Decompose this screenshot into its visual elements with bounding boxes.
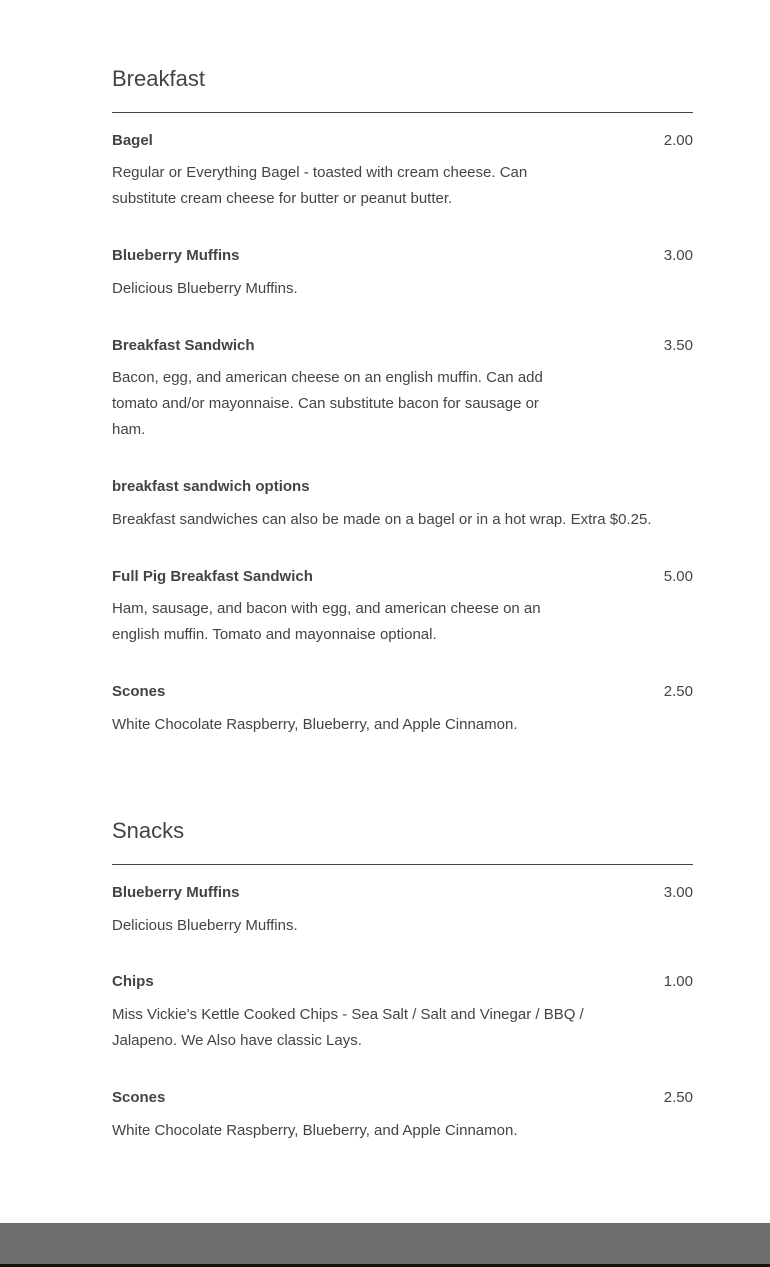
item-price: 3.00 — [663, 884, 693, 901]
section-title-breakfast: Breakfast — [112, 66, 205, 91]
item-description: Bacon, egg, and american cheese on an english muffin. Can add tomato and/or mayonnaise. Can substitute bacon for sausage or ham. — [112, 369, 543, 438]
item-description: Breakfast sandwiches can also be made on a bagel or in a hot wrap. Extra $0.25. — [112, 511, 652, 528]
item-name: Chips — [112, 973, 154, 990]
item-price: 3.00 — [663, 247, 693, 264]
item-description: White Chocolate Raspberry, Blueberry, and Apple Cinnamon. — [112, 1122, 518, 1139]
item-price: 5.00 — [663, 568, 693, 585]
item-description: Delicious Blueberry Muffins. — [112, 280, 298, 297]
item-price: 2.50 — [663, 1089, 693, 1106]
item-price: 1.00 — [663, 973, 693, 990]
item-name: Full Pig Breakfast Sandwich — [112, 568, 313, 585]
item-description: White Chocolate Raspberry, Blueberry, and Apple Cinnamon. — [112, 716, 518, 733]
item-name: Scones — [112, 683, 166, 700]
item-name: breakfast sandwich options — [112, 478, 310, 495]
item-description: Ham, sausage, and bacon with egg, and american cheese on an english muffin. Tomato and mayonnaise optional. — [112, 600, 541, 643]
section-divider — [112, 112, 693, 113]
item-price: 2.00 — [663, 132, 693, 149]
item-name: Blueberry Muffins — [112, 884, 240, 901]
item-description: Miss Vickie's Kettle Cooked Chips - Sea Salt / Salt and Vinegar / BBQ / Jalapeno. We Also have classic Lays. — [112, 1006, 584, 1049]
section-title-snacks: Snacks — [112, 818, 185, 843]
item-description: Regular or Everything Bagel - toasted with cream cheese. Can substitute cream cheese for butter or peanut butter. — [112, 164, 528, 207]
section-divider — [112, 864, 693, 865]
item-name: Blueberry Muffins — [112, 247, 240, 264]
footer-bar — [0, 1223, 770, 1267]
item-price: 3.50 — [663, 337, 693, 354]
item-name: Scones — [112, 1089, 166, 1106]
item-name: Breakfast Sandwich — [112, 337, 255, 354]
item-name: Bagel — [112, 132, 153, 149]
item-price: 2.50 — [663, 683, 693, 700]
item-description: Delicious Blueberry Muffins. — [112, 917, 298, 934]
